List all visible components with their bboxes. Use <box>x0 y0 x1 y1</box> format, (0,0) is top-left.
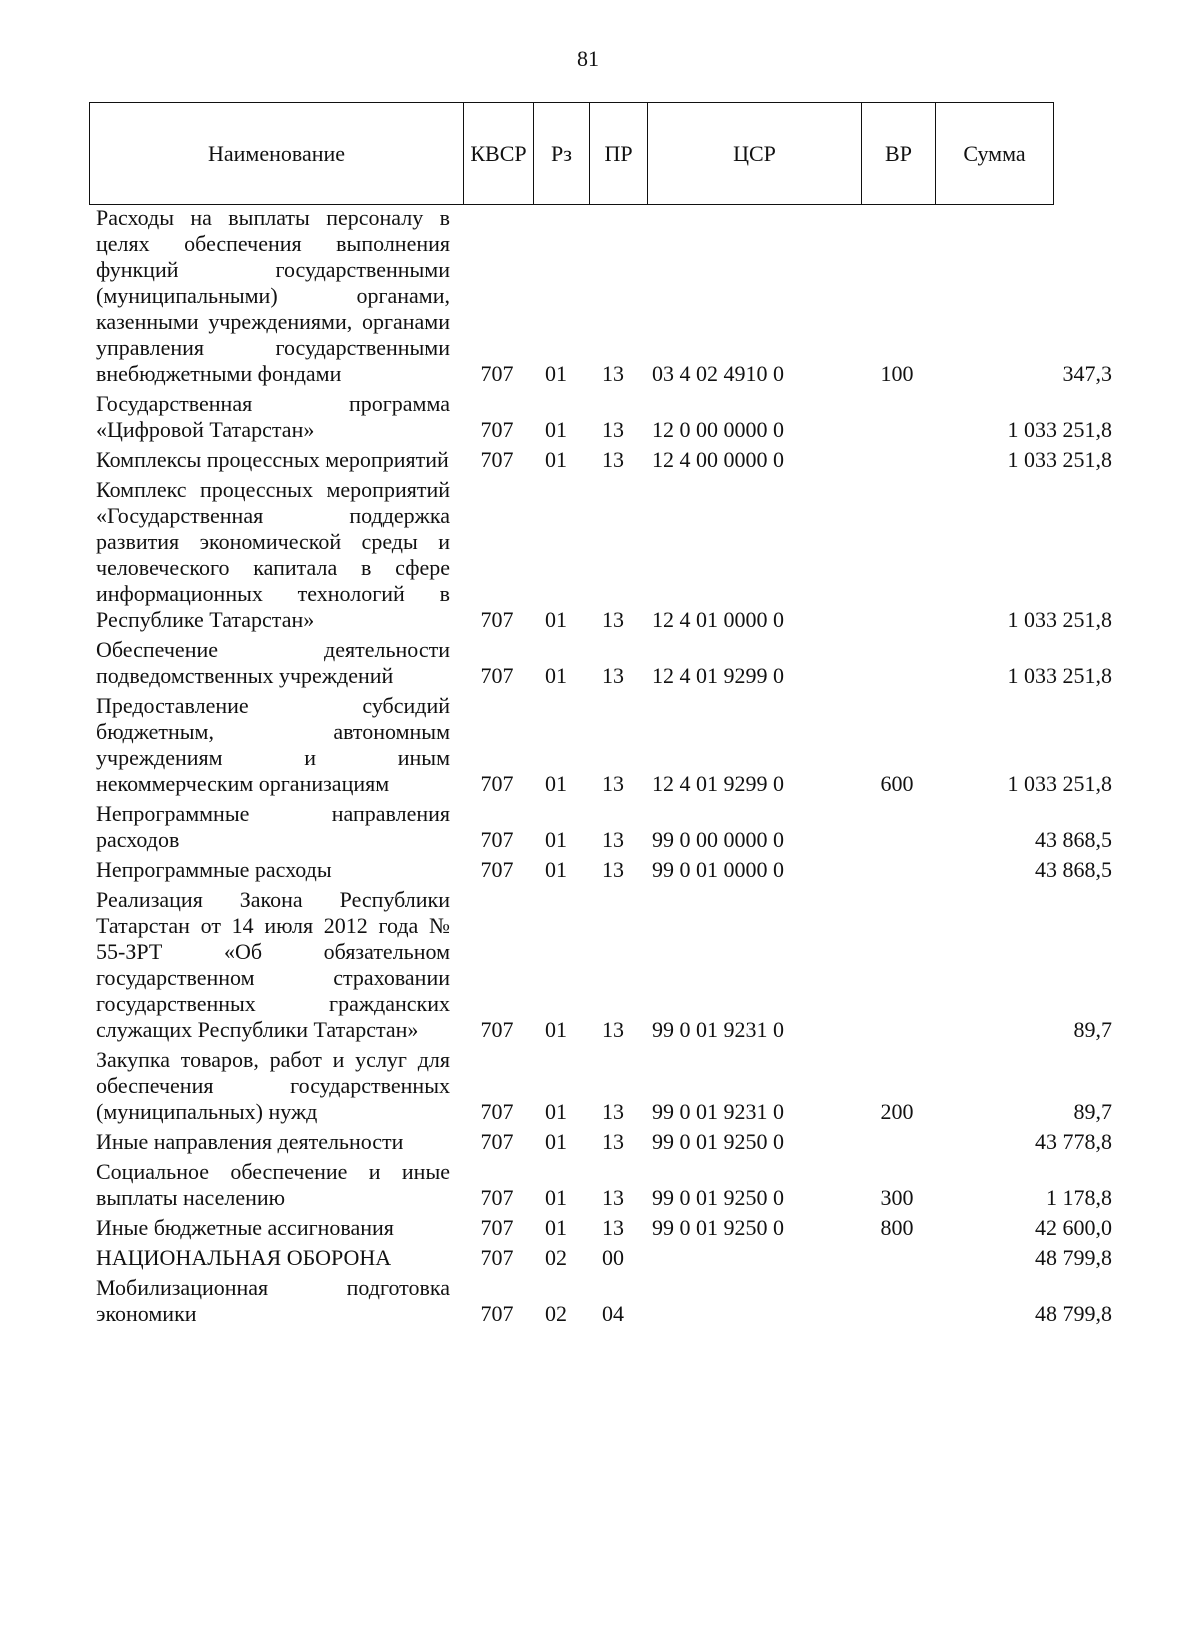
row-sum: 48 799,8 <box>1035 1301 1112 1326</box>
row-kvsr: 707 <box>480 447 514 472</box>
row-kvsr: 707 <box>480 361 514 386</box>
row-csr: 99 0 01 9250 0 <box>652 1185 784 1210</box>
row-name: Иные бюджетные ассигнования <box>96 1215 394 1240</box>
row-kvsr: 707 <box>480 1017 514 1042</box>
row-rz: 01 <box>545 827 567 852</box>
row-sum: 89,7 <box>1073 1017 1112 1042</box>
row-kvsr: 707 <box>480 771 514 796</box>
row-rz: 01 <box>545 447 567 472</box>
table-row <box>96 857 1116 883</box>
row-csr: 99 0 01 9231 0 <box>652 1099 784 1124</box>
row-rz: 01 <box>545 361 567 386</box>
row-rz: 01 <box>545 1215 567 1240</box>
row-vr: 800 <box>880 1215 914 1240</box>
row-vr: 300 <box>880 1185 914 1210</box>
row-name: Мобилизационная подготовка экономики <box>96 1275 450 1326</box>
row-csr: 12 4 00 0000 0 <box>652 447 784 472</box>
row-pr: 13 <box>602 1215 624 1240</box>
row-pr: 13 <box>602 361 624 386</box>
row-csr: 12 0 00 0000 0 <box>652 417 784 442</box>
row-csr: 99 0 01 9231 0 <box>652 1017 784 1042</box>
row-pr: 13 <box>602 827 624 852</box>
table-row <box>96 447 1116 473</box>
row-pr: 13 <box>602 417 624 442</box>
row-csr: 99 0 01 0000 0 <box>652 857 784 882</box>
row-sum: 89,7 <box>1073 1099 1112 1124</box>
row-rz: 01 <box>545 857 567 882</box>
row-rz: 01 <box>545 417 567 442</box>
row-sum: 1 033 251,8 <box>1007 417 1112 442</box>
table-row <box>96 205 1116 387</box>
header-kvsr: КВСР <box>464 103 534 204</box>
row-kvsr: 707 <box>480 1301 514 1326</box>
row-name: Непрограммные расходы <box>96 857 332 882</box>
table-row <box>96 391 1116 443</box>
row-kvsr: 707 <box>480 1099 514 1124</box>
row-name: Расходы на выплаты персоналу в целях обеспечения выполнения функций государственными (муниципальными) органами, казенными учреждениями, органами управления государственными внебюджетными фондами <box>96 205 450 386</box>
row-rz: 01 <box>545 1017 567 1042</box>
row-csr: 12 4 01 9299 0 <box>652 771 784 796</box>
row-name: Реализация Закона Республики Татарстан от 14 июля 2012 года № 55-ЗРТ «Об обязательном государственном страховании государственных гражданских служащих Республики Татарстан» <box>96 887 450 1042</box>
row-sum: 1 033 251,8 <box>1007 447 1112 472</box>
row-pr: 13 <box>602 447 624 472</box>
row-csr: 99 0 01 9250 0 <box>652 1215 784 1240</box>
row-pr: 13 <box>602 1185 624 1210</box>
row-name: Комплекс процессных мероприятий «Государственная поддержка развития экономической среды и человеческого капитала в сфере информационных технологий в Республике Татарстан» <box>96 477 450 632</box>
row-rz: 01 <box>545 607 567 632</box>
table-body <box>96 205 1116 1331</box>
row-vr: 600 <box>880 771 914 796</box>
row-rz: 01 <box>545 663 567 688</box>
row-kvsr: 707 <box>480 607 514 632</box>
header-rz: Рз <box>534 103 590 204</box>
table-row <box>96 1159 1116 1211</box>
row-kvsr: 707 <box>480 1129 514 1154</box>
header-csr: ЦСР <box>648 103 862 204</box>
row-kvsr: 707 <box>480 857 514 882</box>
row-kvsr: 707 <box>480 827 514 852</box>
row-pr: 04 <box>602 1301 624 1326</box>
row-name: Социальное обеспечение и иные выплаты населению <box>96 1159 450 1210</box>
row-pr: 00 <box>602 1245 624 1270</box>
row-sum: 347,3 <box>1062 361 1112 386</box>
table-row <box>96 1215 1116 1241</box>
row-pr: 13 <box>602 857 624 882</box>
row-csr: 03 4 02 4910 0 <box>652 361 784 386</box>
row-rz: 02 <box>545 1301 567 1326</box>
row-name: Иные направления деятельности <box>96 1129 404 1154</box>
row-sum: 1 033 251,8 <box>1007 771 1112 796</box>
row-name: Комплексы процессных мероприятий <box>96 447 449 472</box>
row-rz: 01 <box>545 1129 567 1154</box>
row-kvsr: 707 <box>480 1215 514 1240</box>
row-pr: 13 <box>602 771 624 796</box>
row-sum: 1 178,8 <box>1046 1185 1112 1210</box>
row-pr: 13 <box>602 1129 624 1154</box>
row-name: Закупка товаров, работ и услуг для обеспечения государственных (муниципальных) нужд <box>96 1047 450 1124</box>
table-row <box>96 1245 1116 1271</box>
row-sum: 43 778,8 <box>1035 1129 1112 1154</box>
row-pr: 13 <box>602 1099 624 1124</box>
row-name: Непрограммные направления расходов <box>96 801 450 852</box>
row-pr: 13 <box>602 607 624 632</box>
row-kvsr: 707 <box>480 1185 514 1210</box>
row-csr: 12 4 01 0000 0 <box>652 607 784 632</box>
row-vr: 100 <box>880 361 914 386</box>
table-row <box>96 801 1116 853</box>
row-rz: 02 <box>545 1245 567 1270</box>
table-header <box>89 102 1054 205</box>
table-row <box>96 637 1116 689</box>
row-kvsr: 707 <box>480 417 514 442</box>
table-row <box>96 1275 1116 1327</box>
table-row <box>96 693 1116 797</box>
header-name: Наименование <box>90 103 464 204</box>
row-kvsr: 707 <box>480 663 514 688</box>
row-sum: 42 600,0 <box>1035 1215 1112 1240</box>
table-row <box>96 887 1116 1043</box>
row-csr: 99 0 01 9250 0 <box>652 1129 784 1154</box>
row-rz: 01 <box>545 1185 567 1210</box>
table-row <box>96 1047 1116 1125</box>
header-pr: ПР <box>590 103 648 204</box>
row-csr: 99 0 00 0000 0 <box>652 827 784 852</box>
row-name: Государственная программа «Цифровой Татарстан» <box>96 391 450 442</box>
header-vr: ВР <box>862 103 936 204</box>
row-rz: 01 <box>545 771 567 796</box>
row-sum: 48 799,8 <box>1035 1245 1112 1270</box>
row-name: Предоставление субсидий бюджетным, автономным учреждениям и иным некоммерческим организациям <box>96 693 450 796</box>
row-pr: 13 <box>602 1017 624 1042</box>
row-sum: 43 868,5 <box>1035 857 1112 882</box>
row-vr: 200 <box>880 1099 914 1124</box>
table-row <box>96 477 1116 633</box>
header-sum: Сумма <box>963 140 1026 166</box>
row-pr: 13 <box>602 663 624 688</box>
row-csr: 12 4 01 9299 0 <box>652 663 784 688</box>
row-rz: 01 <box>545 1099 567 1124</box>
row-name: НАЦИОНАЛЬНАЯ ОБОРОНА <box>96 1245 392 1270</box>
page-number: 81 <box>577 46 599 71</box>
row-name: Обеспечение деятельности подведомственных учреждений <box>96 637 450 688</box>
row-sum: 43 868,5 <box>1035 827 1112 852</box>
row-sum: 1 033 251,8 <box>1007 663 1112 688</box>
row-sum: 1 033 251,8 <box>1007 607 1112 632</box>
table-row <box>96 1129 1116 1155</box>
row-kvsr: 707 <box>480 1245 514 1270</box>
